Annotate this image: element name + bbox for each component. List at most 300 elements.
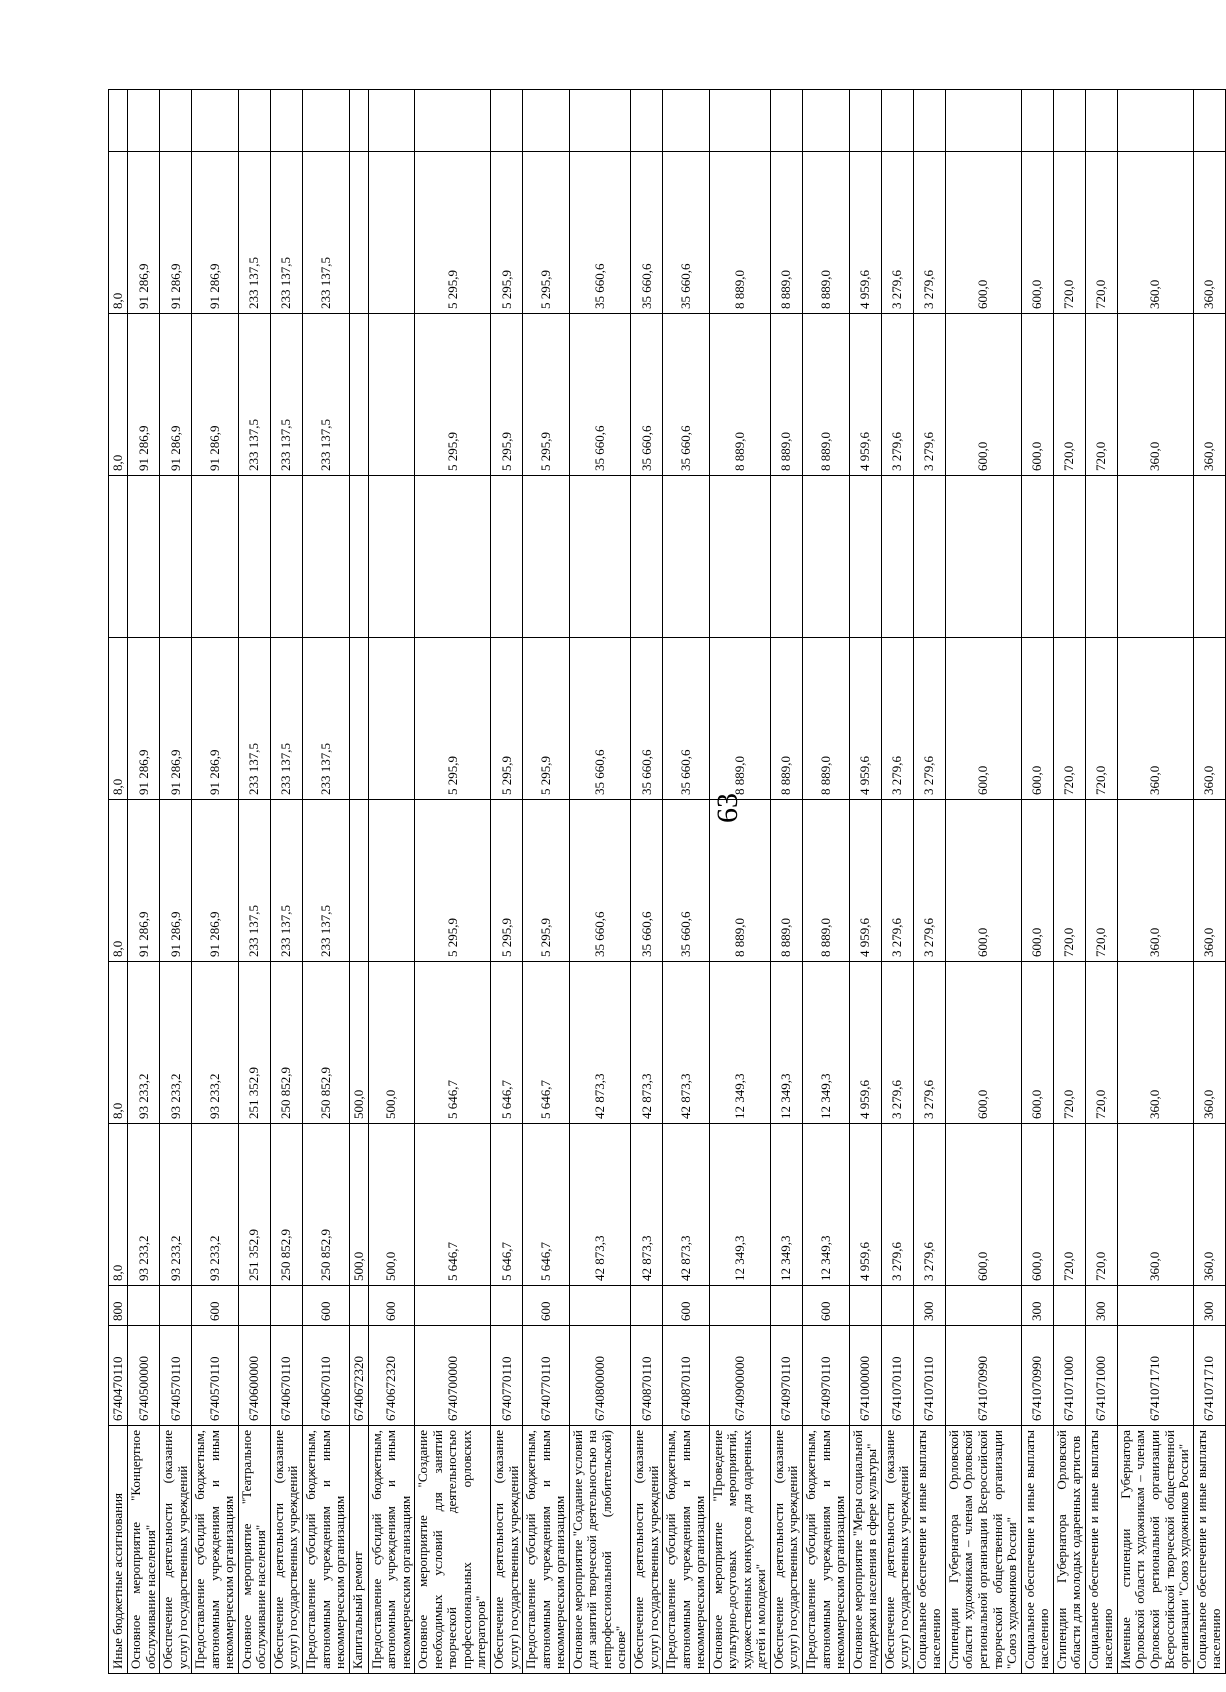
table-row xyxy=(1117,90,1193,1674)
row-amount-3: 3 279,6 xyxy=(881,800,913,962)
row-amount-1: 12 349,3 xyxy=(770,1124,802,1286)
row-amount-1: 3 279,6 xyxy=(881,1124,913,1286)
row-amount-4: 8 889,0 xyxy=(802,638,849,800)
row-amount-3: 233 137,5 xyxy=(303,800,350,962)
row-amount-1: 250 852,9 xyxy=(303,1124,350,1286)
row-amount-4: 8 889,0 xyxy=(770,638,802,800)
row-name: Предоставление субсидий бюджетным, автономным учреждениям и иным некоммерческим организациям xyxy=(802,1426,849,1674)
row-amount-1: 600,0 xyxy=(1021,1124,1053,1286)
row-amount-2: 4 959,6 xyxy=(849,962,881,1124)
row-amount-6: 8 889,0 xyxy=(770,314,802,476)
row-amount-7: 600,0 xyxy=(945,152,1021,314)
row-blank-cell xyxy=(238,90,270,152)
row-amount-4 xyxy=(368,638,415,800)
table-row xyxy=(1193,90,1225,1674)
row-amount-6: 360,0 xyxy=(1117,314,1193,476)
row-amount-6: 35 660,6 xyxy=(630,314,662,476)
row-expense-type xyxy=(569,1286,630,1326)
row-expense-type xyxy=(415,1286,491,1326)
table-row xyxy=(1085,90,1117,1674)
row-expense-type xyxy=(349,1286,368,1326)
row-amount-5 xyxy=(770,476,802,638)
row-amount-6: 720,0 xyxy=(1053,314,1085,476)
row-amount-5 xyxy=(1053,476,1085,638)
row-blank-cell xyxy=(1117,90,1193,152)
row-code: 6741071710 xyxy=(1193,1326,1225,1426)
row-amount-7: 233 137,5 xyxy=(238,152,270,314)
row-expense-type xyxy=(630,1286,662,1326)
row-amount-2: 8,0 xyxy=(109,962,128,1124)
row-amount-2: 5 646,7 xyxy=(415,962,491,1124)
row-blank-cell xyxy=(349,90,368,152)
row-amount-3: 8 889,0 xyxy=(709,800,770,962)
row-amount-1: 251 352,9 xyxy=(238,1124,270,1286)
row-amount-2: 93 233,2 xyxy=(160,962,192,1124)
row-amount-3: 91 286,9 xyxy=(160,800,192,962)
row-name: Основное мероприятие "Концертное обслуживание населения" xyxy=(128,1426,160,1674)
row-amount-4: 720,0 xyxy=(1053,638,1085,800)
row-expense-type: 600 xyxy=(192,1286,239,1326)
table-row xyxy=(849,90,881,1674)
row-amount-2: 3 279,6 xyxy=(913,962,945,1124)
row-expense-type: 600 xyxy=(523,1286,570,1326)
row-code: 6741070110 xyxy=(881,1326,913,1426)
row-name: Предоставление субсидий бюджетным, автономным учреждениям и иным некоммерческим организациям xyxy=(523,1426,570,1674)
row-name: Стипендии Губернатора Орловской области для молодых одаренных артистов xyxy=(1053,1426,1085,1674)
row-amount-7: 720,0 xyxy=(1085,152,1117,314)
row-amount-1: 720,0 xyxy=(1085,1124,1117,1286)
row-blank-cell xyxy=(913,90,945,152)
row-amount-5 xyxy=(128,476,160,638)
row-amount-7 xyxy=(368,152,415,314)
row-amount-7: 360,0 xyxy=(1117,152,1193,314)
row-amount-4 xyxy=(349,638,368,800)
row-amount-3: 35 660,6 xyxy=(663,800,710,962)
row-amount-1: 360,0 xyxy=(1117,1124,1193,1286)
row-code: 6740900000 xyxy=(709,1326,770,1426)
row-name: Стипендии Губернатора Орловской области художникам – членам Орловской региональной организации Всероссийской творческой общественной организации "Союз художников России" xyxy=(945,1426,1021,1674)
row-amount-4: 233 137,5 xyxy=(270,638,302,800)
row-amount-2: 93 233,2 xyxy=(128,962,160,1124)
row-blank-cell xyxy=(663,90,710,152)
table-row xyxy=(128,90,160,1674)
row-amount-1: 42 873,3 xyxy=(663,1124,710,1286)
row-blank-cell xyxy=(849,90,881,152)
row-amount-6: 91 286,9 xyxy=(160,314,192,476)
row-name: Социальное обеспечение и иные выплаты населению xyxy=(913,1426,945,1674)
row-amount-5 xyxy=(491,476,523,638)
row-blank-cell xyxy=(1085,90,1117,152)
row-amount-4: 233 137,5 xyxy=(238,638,270,800)
row-amount-1: 3 279,6 xyxy=(913,1124,945,1286)
row-expense-type: 300 xyxy=(1085,1286,1117,1326)
row-amount-7: 3 279,6 xyxy=(881,152,913,314)
row-amount-2: 360,0 xyxy=(1117,962,1193,1124)
row-amount-4: 233 137,5 xyxy=(303,638,350,800)
row-blank-cell xyxy=(303,90,350,152)
table-row xyxy=(1021,90,1053,1674)
row-amount-6: 91 286,9 xyxy=(192,314,239,476)
row-amount-4: 4 959,6 xyxy=(849,638,881,800)
row-amount-4: 5 295,9 xyxy=(415,638,491,800)
row-code: 6740970110 xyxy=(802,1326,849,1426)
row-expense-type xyxy=(491,1286,523,1326)
budget-table xyxy=(108,89,1226,1674)
row-code: 6740600000 xyxy=(238,1326,270,1426)
row-amount-1: 12 349,3 xyxy=(802,1124,849,1286)
row-name: Основное мероприятие "Проведение культурно-досуговых мероприятий, художественных конкурсов для одаренных детей и молодежи" xyxy=(709,1426,770,1674)
row-amount-6: 720,0 xyxy=(1085,314,1117,476)
row-amount-3: 360,0 xyxy=(1193,800,1225,962)
row-expense-type xyxy=(945,1286,1021,1326)
row-amount-4: 600,0 xyxy=(1021,638,1053,800)
row-amount-7: 35 660,6 xyxy=(663,152,710,314)
row-amount-3: 4 959,6 xyxy=(849,800,881,962)
row-amount-2: 12 349,3 xyxy=(709,962,770,1124)
row-amount-7: 360,0 xyxy=(1193,152,1225,314)
row-amount-7: 8 889,0 xyxy=(802,152,849,314)
row-amount-7: 35 660,6 xyxy=(569,152,630,314)
row-amount-4: 35 660,6 xyxy=(630,638,662,800)
row-amount-4: 3 279,6 xyxy=(913,638,945,800)
row-blank-cell xyxy=(630,90,662,152)
row-code: 6741071710 xyxy=(1117,1326,1193,1426)
row-name: Обеспечение деятельности (оказание услуг) государственных учреждений xyxy=(770,1426,802,1674)
row-amount-1: 93 233,2 xyxy=(192,1124,239,1286)
row-code: 6741071000 xyxy=(1053,1326,1085,1426)
row-expense-type: 800 xyxy=(109,1286,128,1326)
row-amount-3: 5 295,9 xyxy=(415,800,491,962)
row-amount-1: 5 646,7 xyxy=(491,1124,523,1286)
row-amount-3: 8 889,0 xyxy=(770,800,802,962)
row-amount-3: 35 660,6 xyxy=(569,800,630,962)
row-code: 6740870110 xyxy=(630,1326,662,1426)
row-amount-3: 720,0 xyxy=(1085,800,1117,962)
table-row xyxy=(1053,90,1085,1674)
row-code: 6740570110 xyxy=(192,1326,239,1426)
row-blank-cell xyxy=(491,90,523,152)
row-code: 6741070110 xyxy=(913,1326,945,1426)
row-amount-1: 5 646,7 xyxy=(523,1124,570,1286)
row-amount-5 xyxy=(630,476,662,638)
row-amount-6: 91 286,9 xyxy=(128,314,160,476)
row-amount-4: 5 295,9 xyxy=(491,638,523,800)
row-amount-4: 720,0 xyxy=(1085,638,1117,800)
row-amount-6 xyxy=(349,314,368,476)
row-blank-cell xyxy=(709,90,770,152)
row-amount-2: 360,0 xyxy=(1193,962,1225,1124)
row-code: 6740672320 xyxy=(368,1326,415,1426)
row-expense-type: 300 xyxy=(913,1286,945,1326)
row-expense-type xyxy=(709,1286,770,1326)
row-amount-7: 91 286,9 xyxy=(128,152,160,314)
row-expense-type xyxy=(128,1286,160,1326)
row-name: Обеспечение деятельности (оказание услуг) государственных учреждений xyxy=(160,1426,192,1674)
row-amount-6: 600,0 xyxy=(1021,314,1053,476)
row-amount-5 xyxy=(1085,476,1117,638)
row-amount-3 xyxy=(349,800,368,962)
table-row xyxy=(270,90,302,1674)
row-amount-3: 91 286,9 xyxy=(192,800,239,962)
row-amount-4: 5 295,9 xyxy=(523,638,570,800)
row-name: Социальное обеспечение и иные выплаты населению xyxy=(1021,1426,1053,1674)
row-amount-1: 360,0 xyxy=(1193,1124,1225,1286)
row-expense-type: 300 xyxy=(1021,1286,1053,1326)
row-amount-6: 3 279,6 xyxy=(881,314,913,476)
row-amount-2: 250 852,9 xyxy=(270,962,302,1124)
row-amount-7: 4 959,6 xyxy=(849,152,881,314)
row-code: 6740470110 xyxy=(109,1326,128,1426)
table-row xyxy=(913,90,945,1674)
row-amount-4: 8,0 xyxy=(109,638,128,800)
row-amount-5 xyxy=(1117,476,1193,638)
table-row xyxy=(160,90,192,1674)
row-name: Обеспечение деятельности (оказание услуг) государственных учреждений xyxy=(881,1426,913,1674)
row-blank-cell xyxy=(128,90,160,152)
row-amount-6: 35 660,6 xyxy=(569,314,630,476)
row-amount-5 xyxy=(523,476,570,638)
row-amount-5 xyxy=(270,476,302,638)
table-row xyxy=(415,90,491,1674)
row-blank-cell xyxy=(160,90,192,152)
row-code: 6741070990 xyxy=(1021,1326,1053,1426)
table-body xyxy=(109,90,1226,1674)
table-row xyxy=(709,90,770,1674)
row-amount-4: 360,0 xyxy=(1193,638,1225,800)
row-amount-2: 251 352,9 xyxy=(238,962,270,1124)
row-amount-2: 500,0 xyxy=(349,962,368,1124)
row-amount-1: 12 349,3 xyxy=(709,1124,770,1286)
row-blank-cell xyxy=(270,90,302,152)
row-expense-type xyxy=(270,1286,302,1326)
row-amount-3: 8 889,0 xyxy=(802,800,849,962)
row-amount-6: 5 295,9 xyxy=(523,314,570,476)
row-name: Социальное обеспечение и иные выплаты населению xyxy=(1193,1426,1225,1674)
row-expense-type xyxy=(1053,1286,1085,1326)
row-code: 6740700000 xyxy=(415,1326,491,1426)
row-name: Основное мероприятие "Театральное обслуживание населения" xyxy=(238,1426,270,1674)
row-name: Обеспечение деятельности (оказание услуг) государственных учреждений xyxy=(630,1426,662,1674)
row-amount-5 xyxy=(849,476,881,638)
row-amount-6: 233 137,5 xyxy=(303,314,350,476)
row-name: Предоставление субсидий бюджетным, автономным учреждениям и иным некоммерческим организациям xyxy=(368,1426,415,1674)
row-amount-3: 720,0 xyxy=(1053,800,1085,962)
row-amount-5 xyxy=(160,476,192,638)
row-amount-2: 5 646,7 xyxy=(491,962,523,1124)
row-blank-cell xyxy=(192,90,239,152)
table-row xyxy=(663,90,710,1674)
row-amount-3: 8,0 xyxy=(109,800,128,962)
row-amount-4: 91 286,9 xyxy=(160,638,192,800)
row-amount-4: 600,0 xyxy=(945,638,1021,800)
row-amount-6: 360,0 xyxy=(1193,314,1225,476)
row-amount-2: 250 852,9 xyxy=(303,962,350,1124)
row-blank-cell xyxy=(523,90,570,152)
row-code: 6740800000 xyxy=(569,1326,630,1426)
row-amount-2: 42 873,3 xyxy=(630,962,662,1124)
row-name: Основное мероприятие "Создание необходимых условий для занятий творческой деятельностью профессиональных орловских литераторов" xyxy=(415,1426,491,1674)
row-amount-5 xyxy=(569,476,630,638)
row-amount-7: 8,0 xyxy=(109,152,128,314)
row-amount-5 xyxy=(1021,476,1053,638)
table-row xyxy=(945,90,1021,1674)
row-amount-1: 500,0 xyxy=(349,1124,368,1286)
row-amount-2: 12 349,3 xyxy=(802,962,849,1124)
row-amount-2: 12 349,3 xyxy=(770,962,802,1124)
row-amount-1: 5 646,7 xyxy=(415,1124,491,1286)
row-name: Иные бюджетные ассигнования xyxy=(109,1426,128,1674)
row-code: 6741070990 xyxy=(945,1326,1021,1426)
row-name: Предоставление субсидий бюджетным, автономным учреждениям и иным некоммерческим организациям xyxy=(192,1426,239,1674)
row-expense-type xyxy=(238,1286,270,1326)
row-amount-6: 8 889,0 xyxy=(709,314,770,476)
row-amount-5 xyxy=(913,476,945,638)
row-amount-7: 91 286,9 xyxy=(160,152,192,314)
row-expense-type xyxy=(881,1286,913,1326)
row-amount-6: 5 295,9 xyxy=(491,314,523,476)
table-row xyxy=(523,90,570,1674)
row-amount-5 xyxy=(238,476,270,638)
row-code: 6740770110 xyxy=(523,1326,570,1426)
row-blank-cell xyxy=(368,90,415,152)
row-amount-2: 600,0 xyxy=(945,962,1021,1124)
row-amount-3 xyxy=(368,800,415,962)
row-amount-7: 8 889,0 xyxy=(770,152,802,314)
row-code: 6740670110 xyxy=(303,1326,350,1426)
row-name: Основное мероприятие "Меры социальной поддержки населения в сфере культуры" xyxy=(849,1426,881,1674)
row-name: Предоставление субсидий бюджетным, автономным учреждениям и иным некоммерческим организациям xyxy=(663,1426,710,1674)
row-blank-cell xyxy=(1021,90,1053,152)
table-row xyxy=(303,90,350,1674)
table-row xyxy=(368,90,415,1674)
row-amount-1: 93 233,2 xyxy=(128,1124,160,1286)
row-amount-2: 720,0 xyxy=(1085,962,1117,1124)
table-row xyxy=(802,90,849,1674)
row-amount-6: 3 279,6 xyxy=(913,314,945,476)
row-code: 6740970110 xyxy=(770,1326,802,1426)
row-amount-7: 233 137,5 xyxy=(303,152,350,314)
row-blank-cell xyxy=(945,90,1021,152)
row-amount-2: 720,0 xyxy=(1053,962,1085,1124)
table-row xyxy=(881,90,913,1674)
row-amount-1: 720,0 xyxy=(1053,1124,1085,1286)
row-amount-5 xyxy=(349,476,368,638)
row-amount-5 xyxy=(945,476,1021,638)
row-amount-4: 8 889,0 xyxy=(709,638,770,800)
row-amount-5 xyxy=(1193,476,1225,638)
row-expense-type: 600 xyxy=(303,1286,350,1326)
row-amount-4: 35 660,6 xyxy=(569,638,630,800)
row-amount-2: 5 646,7 xyxy=(523,962,570,1124)
row-expense-type: 300 xyxy=(1193,1286,1225,1326)
table-row xyxy=(192,90,239,1674)
row-blank-cell xyxy=(770,90,802,152)
row-blank-cell xyxy=(109,90,128,152)
row-amount-6: 8 889,0 xyxy=(802,314,849,476)
row-amount-7: 720,0 xyxy=(1053,152,1085,314)
row-amount-1: 8,0 xyxy=(109,1124,128,1286)
row-amount-4: 35 660,6 xyxy=(663,638,710,800)
page-number: 63 xyxy=(711,793,744,823)
row-amount-2: 600,0 xyxy=(1021,962,1053,1124)
row-amount-5 xyxy=(415,476,491,638)
table-row xyxy=(770,90,802,1674)
row-expense-type: 600 xyxy=(802,1286,849,1326)
row-amount-1: 250 852,9 xyxy=(270,1124,302,1286)
row-amount-3: 233 137,5 xyxy=(238,800,270,962)
row-amount-2: 42 873,3 xyxy=(663,962,710,1124)
row-amount-3: 360,0 xyxy=(1117,800,1193,962)
row-amount-1: 42 873,3 xyxy=(569,1124,630,1286)
row-blank-cell xyxy=(881,90,913,152)
row-amount-7: 5 295,9 xyxy=(491,152,523,314)
row-name: Обеспечение деятельности (оказание услуг) государственных учреждений xyxy=(270,1426,302,1674)
row-name: Основное мероприятие "Создание условий для занятий творческой деятельностью на непрофессиональной (любительской) основе" xyxy=(569,1426,630,1674)
row-blank-cell xyxy=(1053,90,1085,152)
row-amount-4: 3 279,6 xyxy=(881,638,913,800)
row-name: Именные стипендии Губернатора Орловской области художникам – членам Орловской региональной организации Всероссийской творческой общественной организации "Союз художников России" xyxy=(1117,1426,1193,1674)
row-amount-3: 600,0 xyxy=(945,800,1021,962)
row-amount-2: 500,0 xyxy=(368,962,415,1124)
row-expense-type xyxy=(770,1286,802,1326)
row-amount-3: 91 286,9 xyxy=(128,800,160,962)
row-code: 6740670110 xyxy=(270,1326,302,1426)
table-row xyxy=(349,90,368,1674)
row-amount-7: 600,0 xyxy=(1021,152,1053,314)
row-amount-5 xyxy=(802,476,849,638)
row-blank-cell xyxy=(569,90,630,152)
row-amount-6: 600,0 xyxy=(945,314,1021,476)
row-blank-cell xyxy=(802,90,849,152)
row-amount-3: 5 295,9 xyxy=(491,800,523,962)
row-amount-3: 3 279,6 xyxy=(913,800,945,962)
table-row xyxy=(630,90,662,1674)
row-amount-4: 360,0 xyxy=(1117,638,1193,800)
row-amount-1: 42 873,3 xyxy=(630,1124,662,1286)
row-amount-7: 91 286,9 xyxy=(192,152,239,314)
row-amount-1: 93 233,2 xyxy=(160,1124,192,1286)
row-expense-type: 600 xyxy=(368,1286,415,1326)
row-name: Обеспечение деятельности (оказание услуг) государственных учреждений xyxy=(491,1426,523,1674)
row-expense-type xyxy=(160,1286,192,1326)
row-code: 6740672320 xyxy=(349,1326,368,1426)
row-amount-7 xyxy=(349,152,368,314)
row-amount-3: 35 660,6 xyxy=(630,800,662,962)
row-amount-5 xyxy=(881,476,913,638)
row-amount-7: 5 295,9 xyxy=(415,152,491,314)
row-amount-7: 35 660,6 xyxy=(630,152,662,314)
row-amount-7: 8 889,0 xyxy=(709,152,770,314)
row-amount-5 xyxy=(109,476,128,638)
row-code: 6740570110 xyxy=(160,1326,192,1426)
row-amount-6: 8,0 xyxy=(109,314,128,476)
row-amount-1: 500,0 xyxy=(368,1124,415,1286)
row-amount-7: 3 279,6 xyxy=(913,152,945,314)
row-code: 6740500000 xyxy=(128,1326,160,1426)
row-amount-5 xyxy=(303,476,350,638)
row-amount-7: 233 137,5 xyxy=(270,152,302,314)
row-name: Социальное обеспечение и иные выплаты населению xyxy=(1085,1426,1117,1674)
row-amount-7: 5 295,9 xyxy=(523,152,570,314)
row-code: 6740870110 xyxy=(663,1326,710,1426)
row-expense-type: 600 xyxy=(663,1286,710,1326)
row-code: 6741071000 xyxy=(1085,1326,1117,1426)
row-amount-4: 91 286,9 xyxy=(128,638,160,800)
row-name: Капитальный ремонт xyxy=(349,1426,368,1674)
row-amount-6: 233 137,5 xyxy=(270,314,302,476)
row-amount-6: 35 660,6 xyxy=(663,314,710,476)
row-name: Предоставление субсидий бюджетным, автономным учреждениям и иным некоммерческим организациям xyxy=(303,1426,350,1674)
